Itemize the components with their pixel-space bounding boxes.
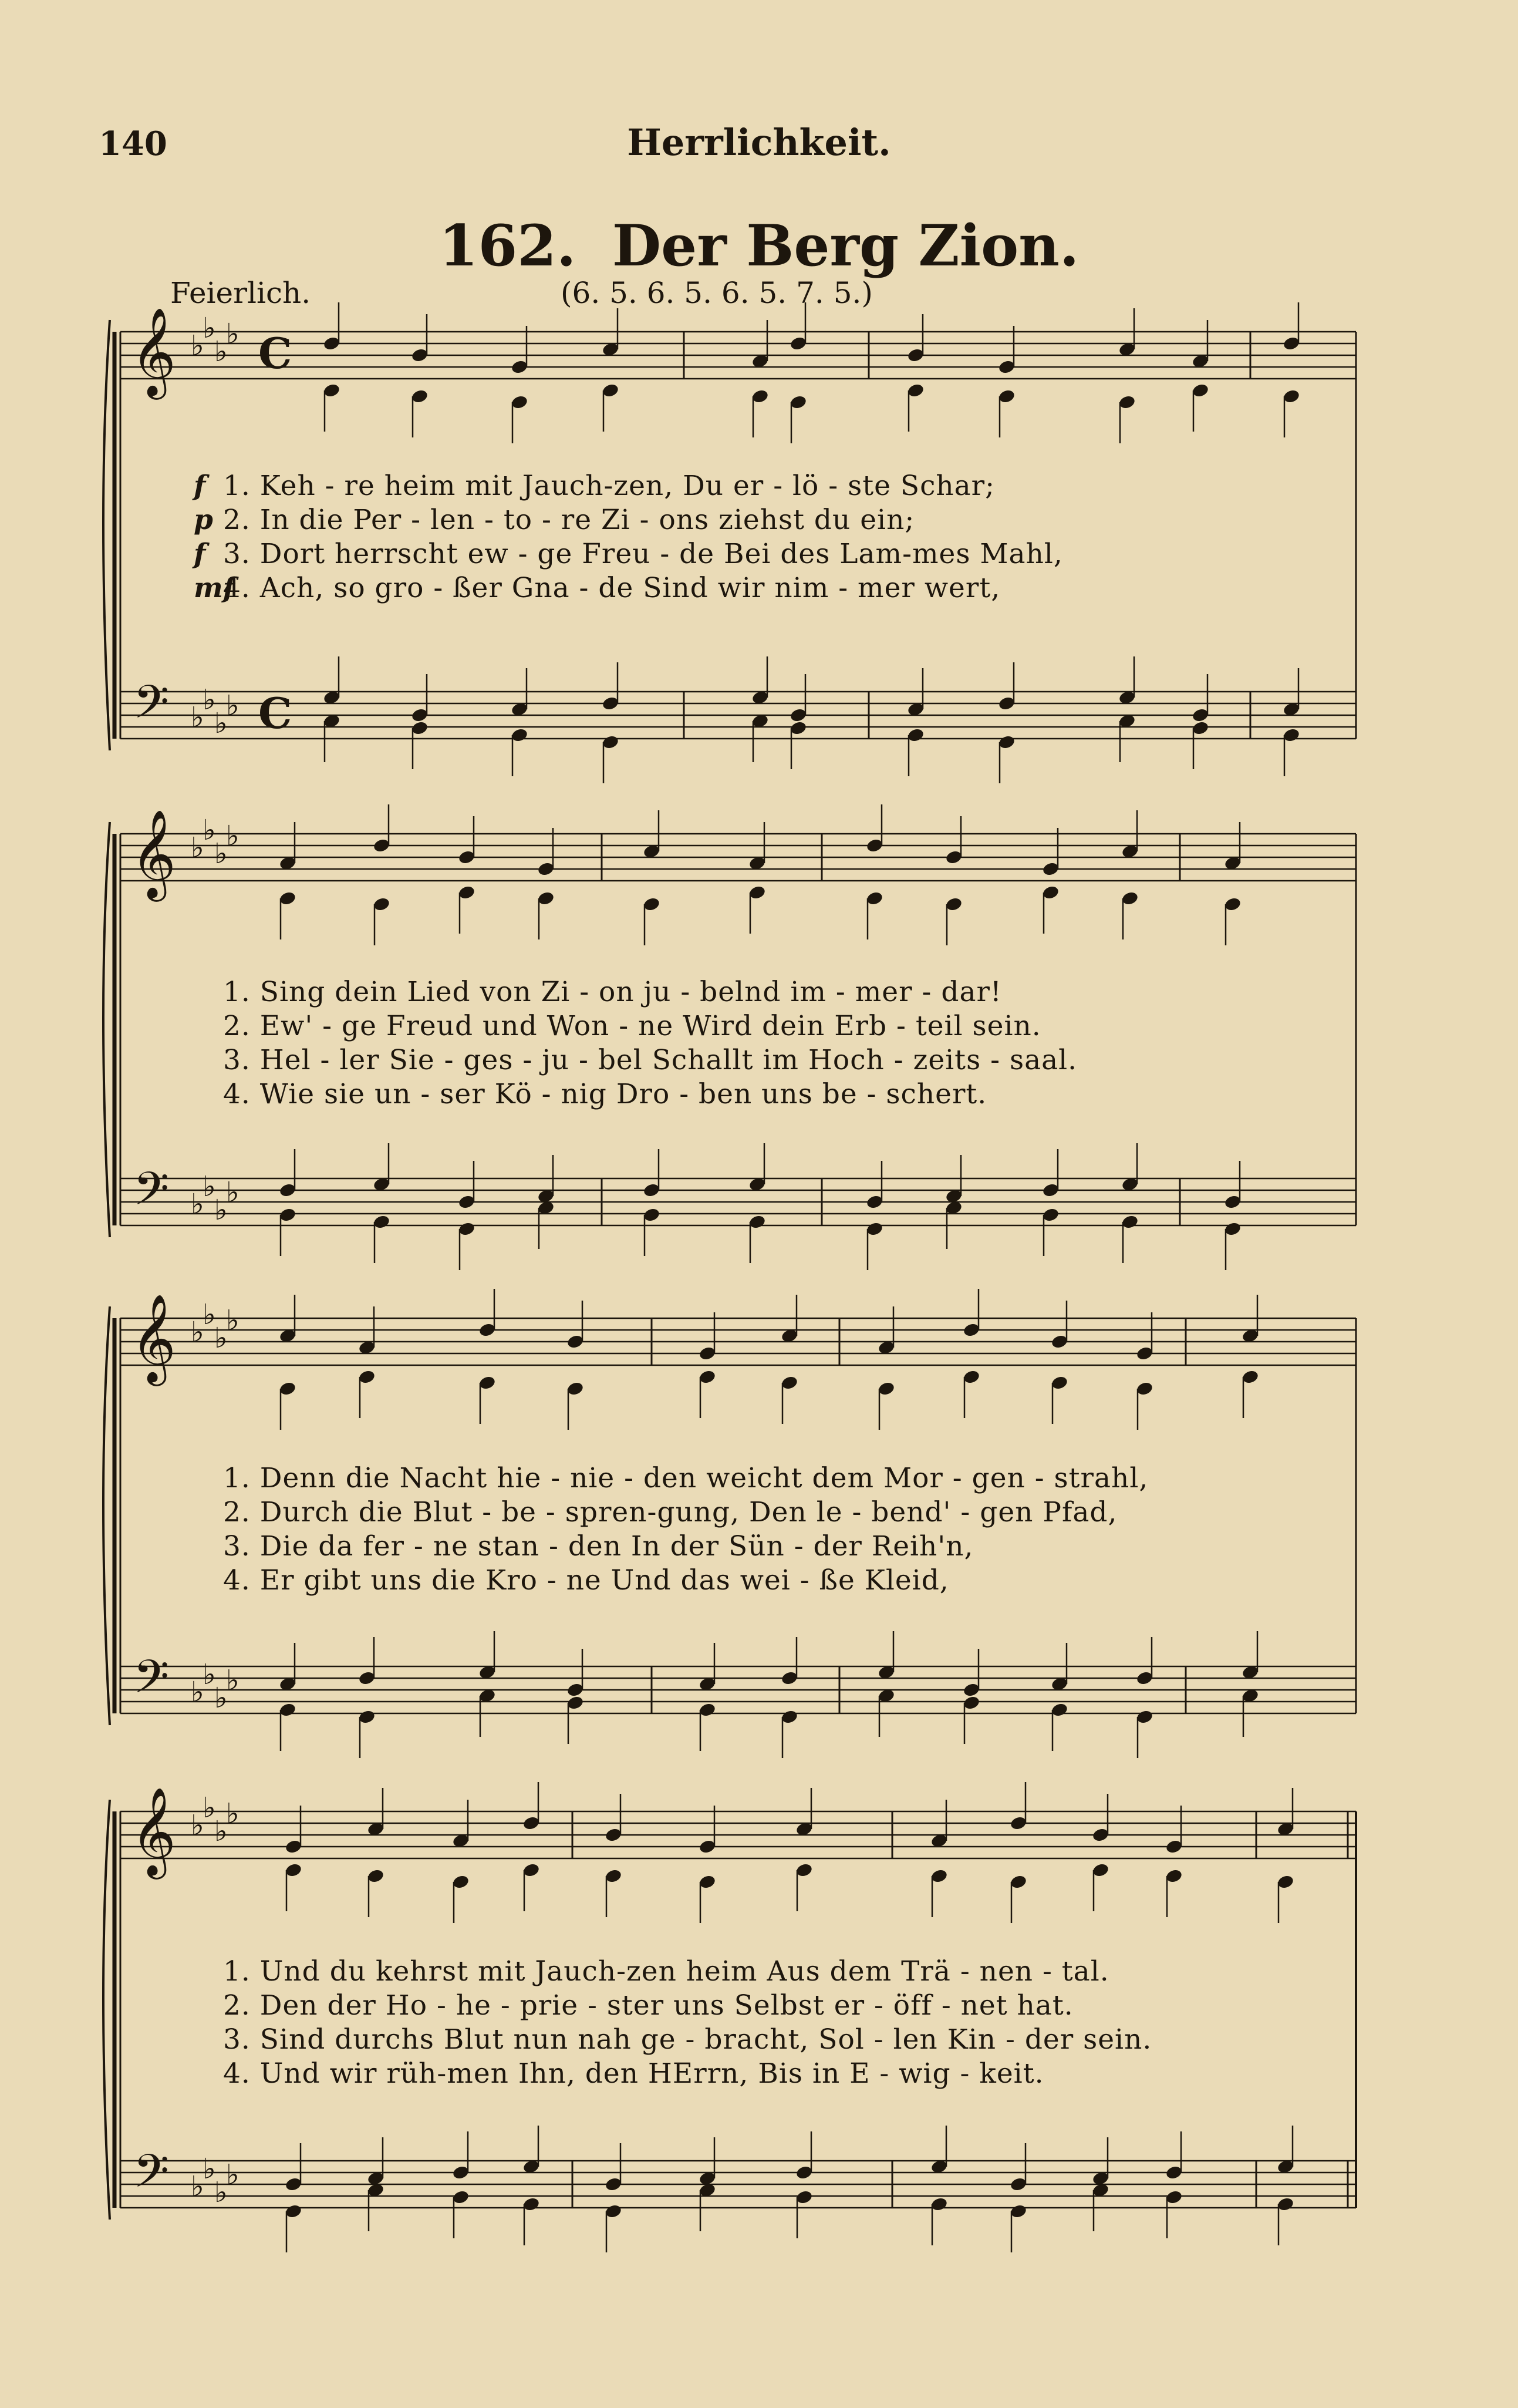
lyric-text: 3. Die da fer - ne stan - den In der Sün - der Reih'n, bbox=[223, 1530, 974, 1562]
flat-icon: ♭ bbox=[203, 683, 216, 716]
flat-icon: ♭ bbox=[226, 318, 239, 351]
bass-clef-icon: 𝄢 bbox=[133, 676, 170, 740]
lyric-line bbox=[0, 1496, 1518, 1531]
lyric-text: 1. Denn die Nacht hie - nie - den weicht dem Mor - gen - strahl, bbox=[223, 1462, 1149, 1494]
treble-clef-icon: 𝄞 bbox=[131, 1293, 176, 1382]
lyric-text: 4. Er gibt uns die Kro - ne Und das wei - ße Kleid, bbox=[223, 1564, 949, 1597]
flat-icon: ♭ bbox=[191, 329, 204, 362]
lyric-text: 4. Ach, so gro - ßer Gna - de Sind wir nim - mer wert, bbox=[223, 572, 1001, 604]
flat-icon: ♭ bbox=[226, 1797, 239, 1830]
common-time-icon: C bbox=[258, 328, 292, 378]
flat-icon: ♭ bbox=[226, 1176, 239, 1209]
running-head: Herrlichkeit. bbox=[627, 121, 891, 164]
bass-clef-icon: 𝄢 bbox=[133, 2145, 170, 2210]
lyric-line bbox=[0, 470, 1518, 505]
flat-icon: ♭ bbox=[191, 1676, 204, 1709]
lyric-line bbox=[0, 538, 1518, 573]
meter-pattern: (6. 5. 6. 5. 6. 5. 7. 5.) bbox=[561, 276, 873, 310]
lyric-line bbox=[0, 2023, 1518, 2059]
lyric-line bbox=[0, 1989, 1518, 2025]
flat-icon: ♭ bbox=[214, 1194, 228, 1227]
flat-icon: ♭ bbox=[226, 689, 239, 722]
treble-clef-icon: 𝄞 bbox=[131, 307, 176, 396]
lyric-line bbox=[0, 504, 1518, 539]
lyric-text: 3. Dort herrscht ew - ge Freu - de Bei des Lam-mes Mahl, bbox=[223, 538, 1063, 570]
lyric-text: 3. Hel - ler Sie - ges - ju - bel Schallt im Hoch - zeits - saal. bbox=[223, 1044, 1078, 1076]
lyric-text: 1. Und du kehrst mit Jauch-zen heim Aus dem Trä - nen - tal. bbox=[223, 1955, 1109, 1988]
lyric-text: 4. Wie sie un - ser Kö - nig Dro - ben uns be - schert. bbox=[223, 1078, 987, 1110]
lyric-line bbox=[0, 1044, 1518, 1079]
lyric-line bbox=[0, 1955, 1518, 1991]
lyric-text: 2. Durch die Blut - be - spren-gung, Den le - bend' - gen Pfad, bbox=[223, 1496, 1118, 1528]
flat-icon: ♭ bbox=[191, 1188, 204, 1221]
page-number: 140 bbox=[99, 124, 167, 163]
flat-icon: ♭ bbox=[191, 1809, 204, 1842]
flat-icon: ♭ bbox=[214, 707, 228, 740]
lyric-line bbox=[0, 572, 1518, 607]
lyric-text: 3. Sind durchs Blut nun nah ge - bracht, Sol - len Kin - der sein. bbox=[223, 2023, 1152, 2056]
bass-clef-icon: 𝄢 bbox=[133, 1163, 170, 1227]
lyric-line bbox=[0, 1564, 1518, 1599]
flat-icon: ♭ bbox=[191, 2170, 204, 2203]
flat-icon: ♭ bbox=[203, 312, 216, 345]
treble-clef-icon: 𝄞 bbox=[131, 1786, 176, 1875]
hymn-title: Der Berg Zion. bbox=[612, 213, 1080, 279]
flat-icon: ♭ bbox=[214, 1815, 228, 1848]
treble-clef-icon: 𝄞 bbox=[131, 809, 176, 898]
lyric-line bbox=[0, 2057, 1518, 2093]
lyric-text: 2. Ew' - ge Freud und Won - ne Wird dein Erb - teil sein. bbox=[223, 1010, 1041, 1042]
flat-icon: ♭ bbox=[191, 701, 204, 734]
flat-icon: ♭ bbox=[226, 1664, 239, 1697]
dynamic-marking: f bbox=[194, 538, 206, 570]
dynamic-marking: p bbox=[194, 504, 213, 536]
flat-icon: ♭ bbox=[214, 1322, 228, 1355]
flat-icon: ♭ bbox=[203, 1791, 216, 1824]
flat-icon: ♭ bbox=[203, 1658, 216, 1691]
flat-icon: ♭ bbox=[191, 831, 204, 864]
flat-icon: ♭ bbox=[203, 1170, 216, 1203]
dynamic-marking: mf bbox=[194, 572, 235, 604]
lyric-line bbox=[0, 976, 1518, 1011]
dynamic-marking: f bbox=[194, 470, 206, 502]
lyric-text: 1. Keh - re heim mit Jauch-zen, Du er - lö - ste Schar; bbox=[223, 470, 995, 502]
flat-icon: ♭ bbox=[214, 1682, 228, 1715]
lyric-line bbox=[0, 1010, 1518, 1045]
lyric-text: 4. Und wir rüh-men Ihn, den HErrn, Bis in E - wig - keit. bbox=[223, 2057, 1044, 2090]
flat-icon: ♭ bbox=[226, 2158, 239, 2191]
lyric-line bbox=[0, 1078, 1518, 1113]
hymn-number: 162. bbox=[438, 213, 576, 279]
flat-icon: ♭ bbox=[203, 1298, 216, 1331]
tempo-marking: Feierlich. bbox=[170, 276, 311, 310]
flat-icon: ♭ bbox=[214, 837, 228, 870]
flat-icon: ♭ bbox=[203, 2153, 216, 2185]
flat-icon: ♭ bbox=[203, 814, 216, 847]
lyric-text: 2. Den der Ho - he - prie - ster uns Selbst er - öff - net hat. bbox=[223, 1989, 1074, 2022]
lyric-line bbox=[0, 1462, 1518, 1497]
common-time-icon: C bbox=[258, 688, 292, 738]
flat-icon: ♭ bbox=[191, 1316, 204, 1349]
flat-icon: ♭ bbox=[226, 1304, 239, 1337]
lyric-text: 1. Sing dein Lied von Zi - on ju - belnd im - mer - dar! bbox=[223, 976, 1002, 1008]
flat-icon: ♭ bbox=[214, 335, 228, 368]
lyric-line bbox=[0, 1530, 1518, 1565]
flat-icon: ♭ bbox=[214, 2176, 228, 2209]
bass-clef-icon: 𝄢 bbox=[133, 1651, 170, 1715]
flat-icon: ♭ bbox=[226, 820, 239, 853]
lyric-text: 2. In die Per - len - to - re Zi - ons ziehst du ein; bbox=[223, 504, 915, 536]
